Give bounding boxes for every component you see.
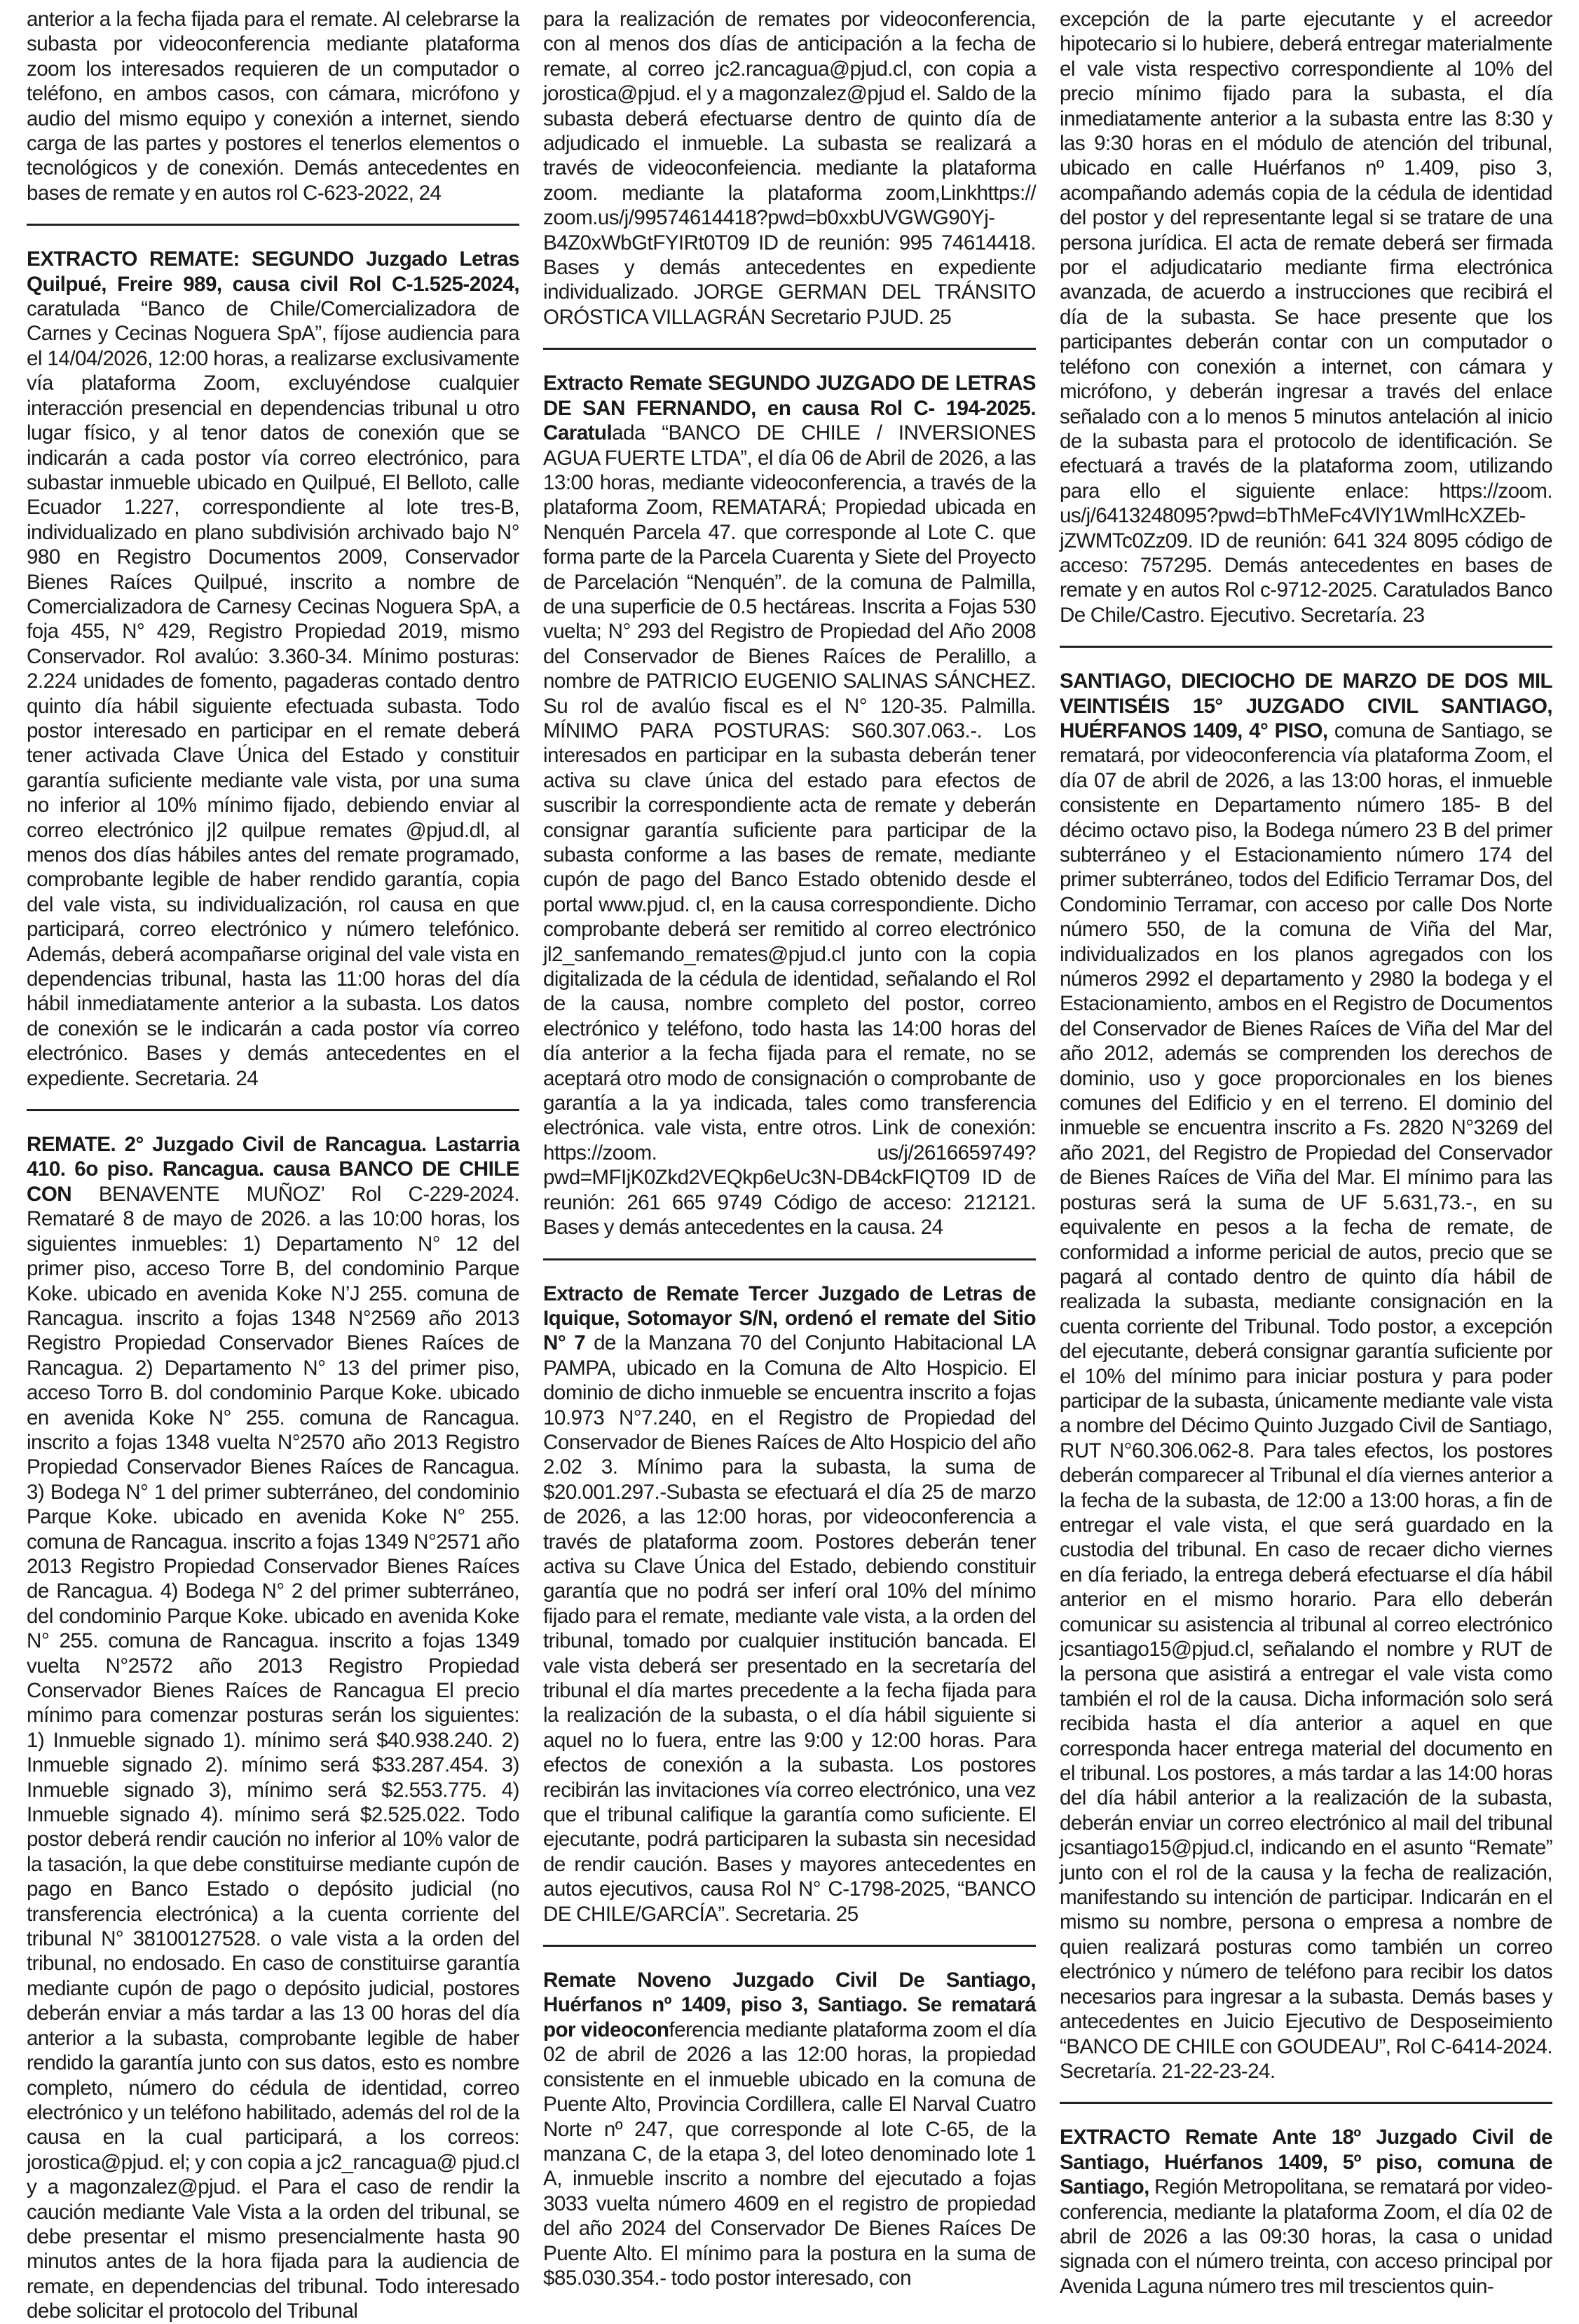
notice-body: anterior a la fecha fijada para el remate. Al celebrarse la subasta por videoconferencia mediante plataforma zoom los interesados requieren de un computador o teléfono, en ambos casos, con cámara, micrófono y audio del mismo equipo y conexión a internet, siendo carga de las partes y postores el tenerlos elementos o tecnológicos y de conexión. Demás antecedentes en bases de remate y en autos rol C-623-2022, 24 — [27, 8, 519, 205]
notice-body: caratulada “Banco de Chile/Comercializadora de Carnes y Cecinas Noguera SpA”, fíjose audiencia para el 14/04/2026, 12:00 horas, a realizarse exclusivamente vía plataforma Zoom, excluyéndose cualquier interacción presencial en dependencias tribunal u otro lugar físico, y al tenor datos de conexión que se indicarán a cada postor vía correo electrónico, para subastar inmueble ubicado en Quilpué, El Belloto, calle Ecuador 1.227, correspondiente al lote tres-B, individualizado en plano subdivisión archivado bajo N° 980 en Registro Documentos 2009, Conservador Bienes Raíces Quilpué, inscrito a nombre de Comercializadora de Carnesy Cecinas Noguera SpA, a foja 455, N° 429, Registro Propiedad 2019, mismo Conservador. Rol avalúo: 3.360-34. Mínimo posturas: 2.224 unidades de fomento, pagaderas contado dentro quinto día hábil siguiente efectuada subasta. Todo postor interesado en participar en el remate deberá tener activada Clave Única del Estado y constituir garantía suficiente mediante vale vista, por una suma no inferior al 10% mínimo fijado, debiendo enviar al correo electrónico j|2 quilpue remates @pjud.dl, al menos dos días hábiles antes del remate programado, comprobante legible de haber rendido garantía, copia del vale vista, su individualización, rol causa en que participará, correo electrónico y número telefónico. Además, deberá acompañarse original del vale vista en dependencias tribunal, hasta las 11:00 horas del día hábil inmediatamente anterior a la subasta. Los datos de conexión se le indicarán a cada postor vía correo electrónico. Bases y demás antecedentes en el expediente. Secretaria. 24 — [27, 297, 519, 1090]
notice-text — [27, 1132, 519, 2324]
notice-heading: REMATE. 2° Juzgado Civil de Rancagua. Lastarria 410. 6o piso. Rancagua. causa BANCO DE CHILE CON — [27, 1133, 519, 1206]
notice-heading: Extracto de Remate Tercer Juzgado de Letras de Iquique, Sotomayor S/N, ordenó el remate del Sitio N° 7 — [543, 1282, 1036, 1355]
notice-body: excepción de la parte ejecutante y el acreedor hipotecario si lo hubiere, deberá entregar materialmente el vale vista respectivo correspondiente al 10% del precio mínimo fijado para la subasta, el día inmediatamente anterior a la subasta entre las 8:30 y las 9:30 horas en el módulo de atención del tribunal, ubicado en calle Huérfanos nº 1.409, piso 3, acompañando además copia de la cédula de identidad del postor y del representante legal si se tratare de una persona jurídica. El acta de remate deberá ser firmada por el adjudicatario mediante firma electrónica avanzada, de acuerdo a instrucciones que recibirá el día de la subasta. Se hace presente que los participantes deberán contar con un computador o teléfono con conexión a internet, con cámara y micrófono, y deberán ingresar a través del enlace señalado con a lo menos 5 minutos antelación al inicio de la subasta para el protocolo de identificación. Se efectuará a través de la plataforma zoom, utilizando para ello el siguiente enlace: https://zoom. us/j/6413248095?pwd=bThMeFc4VlY1WmlHcXZEb-jZWMTc0Zz09. ID de reunión: 641 324 8095 código de acceso: 757295. Demás antecedentes en bases de remate y en autos Rol c-9712-2025. Caratulados Banco De Chile/Castro. Ejecutivo. Secretaría. 23 — [1060, 8, 1552, 627]
notice-continuation — [1060, 7, 1552, 627]
column-3 — [1060, 7, 1552, 2298]
notice-body: ferencia mediante plataforma zoom el día 02 de abril de 2026 a las 12:00 horas, la propiedad consistente en el inmueble ubicado en la comuna de Puente Alto, Provincia Cordillera, calle El Narval Cuatro Norte nº 247, que corresponde al lote C-65, de la manzana C, de la etapa 3, del loteo denominado lote 1 A, inmueble inscrito a nombre del ejecutado a fojas 3033 vuelta número 4609 en el registro de propiedad del año 2024 del Conservador De Bienes Raíces De Puente Alto. El mínimo para la postura en la suma de $85.030.354.- todo postor interesado, con — [543, 2018, 1036, 2290]
notice-heading: EXTRACTO Remate Ante 18º Juzgado Civil de Santiago, Huérfanos 1409, 5º piso, comuna de Santiago, — [1060, 2126, 1552, 2199]
notice-body: ada “BANCO DE CHILE / INVERSIONES AGUA FUERTE LTDA”, el día 06 de Abril de 2026, a las 13:00 horas, mediante videoconferencia, a través de la plataforma Zoom, REMATARÁ; Propiedad ubicada en Nenquén Parcela 47. que corresponde al Lote C. que forma parte de la Parcela Cuarenta y Siete del Proyecto de Parcelación “Nenquén”. de la comuna de Palmilla, de una superficie de 0.5 hectáreas. Inscrita a Fojas 530 vuelta; N° 293 del Registro de Propiedad del Año 2008 del Conservador de Bienes Raíces de Peralillo, a nombre de PATRICIO EUGENIO SALINAS SÁNCHEZ. Su rol de avalúo fiscal es el N° 120-35. Palmilla. MÍNIMO PARA POSTURAS: S60.307.063.-. Los interesados en participar en la subasta deberán tener activa su clave única del estado para efectos de suscribir la correspondiente acta de remate y deberán consignar garantía suficiente para participar de la subasta conforme a las bases de remate, mediante cupón de pago del Banco Estado obtenido desde el portal www.pjud. cl, en la causa correspondiente. Dicho comprobante deberá ser remitido al correo electrónico jl2_sanfemando_remates@pjud.cl junto con la copia digitalizada de la cédula de identidad, señalando el Rol de la causa, nombre completo del postor, correo electrónico y teléfono, todo hasta las 14:00 horas del día anterior a la fecha fijada para el remate, no se aceptará otro modo de consignación o comprobante de garantía a la ya indicada, tales como transferencia electrónica. vale vista, entre otros. Link de conexión: https://zoom. us/j/2616659749?pwd=MFIjK0Zkd2VEQkp6eUc3N-DB4ckFIQT09 ID de reunión: 261 665 9749 Código de acceso: 212121. Bases y demás antecedentes en la causa. 24 — [543, 421, 1036, 1239]
notice-body: comuna de Santiago, se rematará, por videoconferencia vía plataforma Zoom, el día 07 de abril de 2026, a las 13:00 horas, el inmueble consistente en Departamento número 185- B del décimo octavo piso, la Bodega número 23 B del primer subterráneo y el Estacionamiento número 174 del primer subterráneo, todos del Edificio Terramar Dos, del Condominio Terramar, con acceso por calle Dos Norte número 550, de la comuna de Viña del Mar, individualizados en los planos agregados con los números 2992 el departamento y 2980 la bodega y el Estacionamiento, ambos en el Registro de Documentos del Conservador de Bienes Raíces de Viña del Mar del año 2012, además se comprenden los derechos de dominio, uso y goce proporcionales en los bienes comunes del Edificio y en el terreno. El dominio del inmueble se encuentra inscrito a Fs. 2820 N°3269 del año 2021, del Registro de Propiedad del Conservador de Bienes Raíces de Viña del Mar. El mínimo para las posturas será la suma de UF 5.631,73.-, en su equivalente en pesos a la fecha de remate, de conformidad a informe pericial de autos, precio que se pagará al contado dentro de quinto día hábil de realizada la subasta, mediante consignación en la cuenta corriente del Tribunal. Todo postor, a excepción del ejecutante, deberá consignar garantía suficiente por el 10% del mínimo para iniciar postura y para poder participar de la subasta, únicamente mediante vale vista a nombre del Décimo Quinto Juzgado Civil de Santiago, RUT N°60.306.062-8. Para tales efectos, los postores deberán comparecer al Tribunal el día viernes anterior a la fecha de la subasta, de 12:00 a 13:00 horas, a fin de entregar el vale vista, el que será guardado en la custodia del tribunal. En caso de recaer dicho viernes en día feriado, la entrega deberá efectuarse el día hábil anterior en el mismo horario. Para ello deberán comunicar su asistencia al tribunal al correo electrónico jcsantiago15@pjud.cl, señalando el nombre y RUT de la persona que asistirá a entregar el vale vista como también el rol de la causa. Dicha información solo será recibida hasta el día anterior a aquel en que corresponda hacer entrega material del documento en el tribunal. Los postores, a más tardar a las 14:00 horas del día hábil anterior a la realización de la subasta, deberán enviar un correo electrónico al mail del tribunal jcsantiago15@pjud.cl, indicando en el asunto “Remate” junto con el rol de la causa y la fecha de realización, manifestando su intención de participar. Indicarán en el mismo su nombre, persona o empresa a nombre de quien realizará posturas como también un correo electrónico y número de teléfono para recibir los datos necesarios para ingresar a la subasta. Demás bases y antecedentes en Juicio Ejecutivo de Desposeimiento “BANCO DE CHILE con GOUDEAU”, Rol C-6414-2024. Secretaría. 21-22-23-24. — [1060, 719, 1552, 2083]
column-1 — [27, 7, 519, 2323]
notice-text — [1060, 7, 1552, 627]
notice-text — [27, 247, 519, 1091]
notice-divider — [1060, 2102, 1552, 2104]
notice-continuation — [27, 7, 519, 205]
notice-text — [543, 1282, 1036, 1927]
notice-remate-15-santiago — [1060, 669, 1552, 2084]
notice-divider — [1060, 646, 1552, 648]
notice-heading: Extracto Remate SEGUNDO JUZGADO DE LETRAS DE SAN FERNANDO, en causa Rol C- 194-2025. Caratul — [543, 372, 1036, 445]
notice-divider — [27, 1109, 519, 1111]
notice-heading: Remate Noveno Juzgado Civil De Santiago, Huérfanos nº 1409, piso 3, Santiago. Se rematará por videocon — [543, 1969, 1036, 2041]
notice-heading: EXTRACTO REMATE: SEGUNDO Juzgado Letras Quilpué, Freire 989, causa civil Rol C-1.525-2024, — [27, 247, 519, 296]
notice-text — [543, 1968, 1036, 2290]
notice-body: de la Manzana 70 del Conjunto Habitacional LA PAMPA, ubicado en la Comuna de Alto Hospicio. El dominio de dicho inmueble se encuentra inscrito a fojas 10.973 N°7.240, en el Registro de Propiedad del Conservador de Bienes Raíces de Alto Hospicio del año 2.02 3. Mínimo para la subasta, la suma de $20.001.297.-Subasta se efectuará el día 25 de marzo de 2026, a las 12:00 horas, por videoconferencia a través de plataforma zoom. Postores deberán tener activa su Clave Única del Estado, debiendo constituir garantía que no podrá ser inferí oral 10% del mínimo fijado para el remate, mediante vale vista, a la orden del tribunal, tomado por cualquier institución bancada. El vale vista deberá ser presentado en la secretaría del tribunal el día martes precedente a la fecha fijada para la realización de la subasta, o el día hábil siguiente si aquel no lo fuera, entre las 9:00 y 12:00 horas. Para efectos de conexión a la subasta. Los postores recibirán las invitaciones vía correo electrónico, una vez que el tribunal califique la garantía como suficiente. El ejecutante, podrá participaren la subasta sin necesidad de rendir caución. Bases y mayores antecedentes en autos ejecutivos, causa Rol N° C-1798-2025, “BANCO DE CHILE/GARCÍA”. Secretaria. 25 — [543, 1331, 1036, 1926]
notice-text — [27, 7, 519, 205]
notice-continuation — [543, 7, 1036, 329]
notice-divider — [543, 1945, 1036, 1947]
column-2 — [543, 7, 1036, 2290]
notice-divider — [543, 1258, 1036, 1260]
notice-text — [1060, 2125, 1552, 2299]
notice-remate-quilpue — [27, 247, 519, 1091]
notice-remate-noveno-santiago — [543, 1968, 1036, 2290]
notice-remate-18-santiago — [1060, 2125, 1552, 2299]
notice-text — [1060, 669, 1552, 2084]
notice-divider — [543, 348, 1036, 350]
notice-remate-iquique — [543, 1282, 1036, 1927]
notice-remate-san-fernando — [543, 371, 1036, 1239]
notice-remate-rancagua — [27, 1132, 519, 2324]
notice-divider — [27, 224, 519, 226]
notice-body: Región Metropolitana, se rematará por video-conferencia, mediante la plataforma Zoom, el día 02 de abril de 2026 a las 09:30 horas, la casa o unidad signada con el número treinta, con acceso principal por Avenida Laguna número tres mil trescientos quin- — [1060, 2175, 1552, 2298]
notice-body: BENAVENTE MUÑOZ’ Rol C-229-2024. Remataré 8 de mayo de 2026. a las 10:00 horas, los siguientes inmuebles: 1) Departamento N° 12 del primer piso, acceso Torre B, del condominio Parque Koke. ubicado en avenida Koke N’J 255. comuna de Rancagua. inscrito a fojas 1348 N°2569 año 2013 Registro Propiedad Conservador Bienes Raíces de Rancagua. 2) Departamento N° 13 del primer piso, acceso Torro B. dol condominio Parque Koke. ubicado en avenida Koke N° 255. comuna de Rancagua. inscrito a fojas 1348 vuelta N°2570 año 2013 Registro Propiedad Conservador Bienes Raíces de Rancagua. 3) Bodega N° 1 del primer subterráneo, del condominio Parque Koke. ubicado en avenida Koke N° 255. comuna de Rancagua. inscrito a fojas 1349 N°2571 año 2013 Registro Propiedad Conservador Bienes Raíces de Rancagua. 4) Bodega N° 2 del primer subterráneo, del condominio Parque Koke. ubicado en avenida Koke N° 255. comuna de Rancagua. inscrito a fojas 1349 vuelta N°2572 año 2013 Registro Propiedad Conservador Bienes Raíces de Rancagua El precio mínimo para comenzar posturas serán los siguientes: 1) Inmueble signado 1). mínimo será $40.938.240. 2) Inmueble signado 2). mínimo será $33.287.454. 3) Inmueble signado 3), mínimo será $2.553.775. 4) Inmueble signado 4). mínimo será $2.525.022. Todo postor deberá rendir caución no inferior al 10% valor de la tasación, la que debe constituirse mediante cupón de pago en Banco Estado o depósito judicial (no transferencia electrónica) a la cuenta corriente del tribunal N° 38100127528. o vale vista a la orden del tribunal, no endosado. En caso de constituirse garantía mediante cupón de pago o depósito judicial, postores deberán enviar a más tardar a las 13 00 horas del día anterior a la subasta, comprobante legible de haber rendido la garantía junto con sus datos, esto es nombre completo, número do cédula de identidad, correo electrónico y un teléfono habilitado, además del rol de la causa en la cual participará, a los correos: jorostica@pjud. el; y con copia a jc2_rancagua@ pjud.cl y a magonzalez@pjud. el Para el caso de rendir la caución mediante Vale Vista a la orden del tribunal, se debe presentar el mismo presencialmente hasta 90 minutos antes de la hora fijada para la audiencia de remate, en dependencias del tribunal. Todo interesado debe solicitar el protocolo del Tribunal — [27, 1182, 519, 2323]
notice-heading: SANTIAGO, DIECIOCHO DE MARZO DE DOS MIL VEINTISÉIS 15° JUZGADO CIVIL SANTIAGO, HUÉRFANOS 1409, 4° PISO, — [1060, 670, 1552, 742]
notice-body: para la realización de remates por videoconferencia, con al menos dos días de anticipación a la fecha de remate, al correo jc2.rancagua@pjud.cl, con copia a jorostica@pjud. el y a magonzalez@pjud el. Saldo de la subasta deberá efectuarse dentro de quinto día de adjudicado el inmueble. La subasta se realizará a través de videoconfeiencia. mediante la plataforma zoom. mediante la plataforma zoom,Linkhttps:// zoom.us/j/99574614418?pwd=b0xxbUVGWG90Yj-B4Z0xWbGtFYIRt0T09 ID de reunión: 995 74614418. Bases y demás antecedentes en expediente individualizado. JORGE GERMAN DEL TRÁNSITO ORÓSTICA VILLAGRÁN Secretario PJUD. 25 — [543, 8, 1036, 329]
notice-text — [543, 371, 1036, 1239]
notice-text — [543, 7, 1036, 329]
